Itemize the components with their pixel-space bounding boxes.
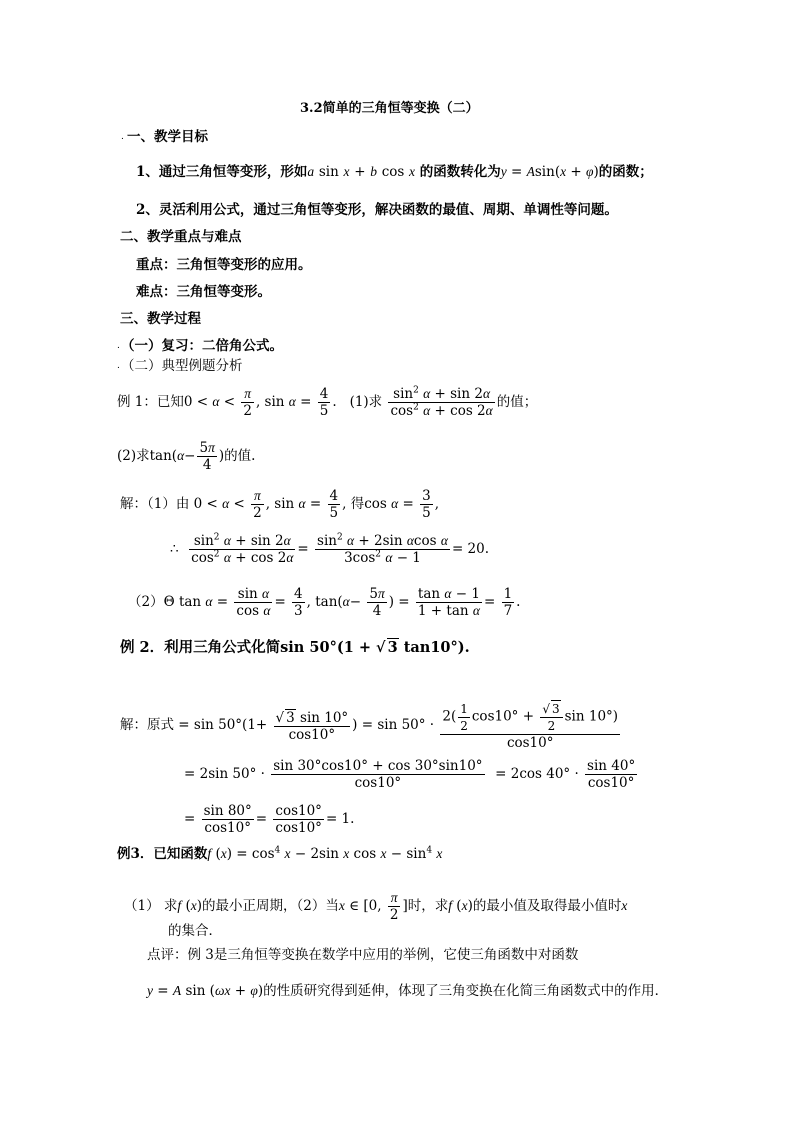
section-heading-goals: 一、教学目标 — [127, 129, 208, 145]
section-heading-keypoints: 二、教学重点与难点 — [120, 229, 242, 245]
example-3: 例3．已知函数f $(x) = \cos^4 x - 2\sin$ x $\cos x - \sin^4 x$ — [117, 845, 443, 862]
solution-1-part-2: （2）Θ tan α = $\frac{\text{sin α}}{\text{cos α}}$ = $\frac{4}{3}$ , tan(α− $\frac{5\pi}{4}$ ) = $\frac{\text{tan α − 1}}{\text{1 + tan α}}$ = $\frac{1}{7}$ . — [128, 586, 521, 619]
difficult-point: 难点：三角恒等变形。 — [136, 284, 271, 300]
example-2: 例 2．利用三角公式化简sin 50°(1 + √ 3 tan10°). — [120, 639, 470, 656]
example-2-solution: 解：原式 = sin 50°(1+ $\frac{√ 3 \sin 10^\circ}{\cos 10^\circ}$ ) = sin 50° · 2( $\frac{1}{2}$ cos10° + $\frac{√ 3}{2}$ sin 10°) cos10° — [120, 701, 619, 751]
section-heading-process: 三、教学过程 — [120, 311, 201, 327]
bullet-mark: . — [121, 132, 124, 142]
solution-1: 解：（1）由 0 < α < $\frac{\pi}{2}$ , sin α = $\frac{4}{5}$ , 得cos α = $\frac{3}{5}$ , — [120, 488, 440, 521]
step-review: （一）复习：二倍角公式。 — [121, 338, 283, 354]
bullet-mark: . — [117, 341, 120, 351]
example-2-step-3: = $\frac{\sin 80^\circ}{\cos 10^\circ}$ = $\frac{\cos 10^\circ}{\cos 10^\circ}$ = 1. — [184, 803, 355, 836]
solution-1-calc: ∴ $\frac{\sin^2 \alpha + \sin 2\alpha}{\cos^2 \alpha + \cos 2\alpha}$ = $\frac{\sin^2 \alpha + 2\sin \alpha\cos \alpha}{3\cos^2 \alpha - 1}$ = 20. — [170, 532, 490, 566]
example-2-step-2: = 2sin 50° · $\frac{\sin 30^\circ\cos 10^\circ + \cos 30^\circ\sin 10^\circ}{\cos 10^\circ}$ = 2cos 40° · $\frac{\sin 40^\circ}{\cos 10^\circ}$ — [184, 758, 636, 791]
page-title: 3.2简单的三角恒等变换（二） — [300, 101, 479, 116]
key-point: 重点：三角恒等变形的应用。 — [136, 257, 312, 273]
goal-1: 1、通过三角恒等变形，形如a sin x + b cos x 的函数转化为y = Asin(x + φ)的函数； — [136, 164, 653, 180]
example-1: 例 1：已知0 < α < $\frac{\pi}{2}$ , sin α = $\frac{4}{5}$ . (1)求 $\frac{\sin^2 \alpha + \sin 2\alpha}{\cos^2 \alpha + \cos 2\alpha}$ 的值； — [117, 385, 538, 419]
example-1-part-2: (2)求tan(α− $\frac{5\pi}{4}$ )的值. — [117, 440, 256, 473]
bullet-mark: . — [117, 361, 120, 371]
step-examples: （二）典型例题分析 — [121, 358, 243, 374]
comment-line-2: y = A sin (ωx + φ)的性质研究得到延伸，体现了三角变换在化简三角函数式中的作用． — [147, 983, 669, 999]
example-3-question: （1） 求f (x)的最小正周期，（2）当x ∈ [0, $\frac{\pi}{2}$ ]时，求f (x)的最小值及取得最小值时x — [124, 890, 628, 923]
comment-line-1: 点评：例 3是三角恒等变换在数学中应用的举例，它使三角函数中对函数 — [147, 947, 579, 963]
goal-2: 2、灵活利用公式，通过三角恒等变形，解决函数的最值、周期、单调性等问题。 — [136, 202, 618, 218]
example-3-set: 的集合． — [168, 923, 222, 939]
